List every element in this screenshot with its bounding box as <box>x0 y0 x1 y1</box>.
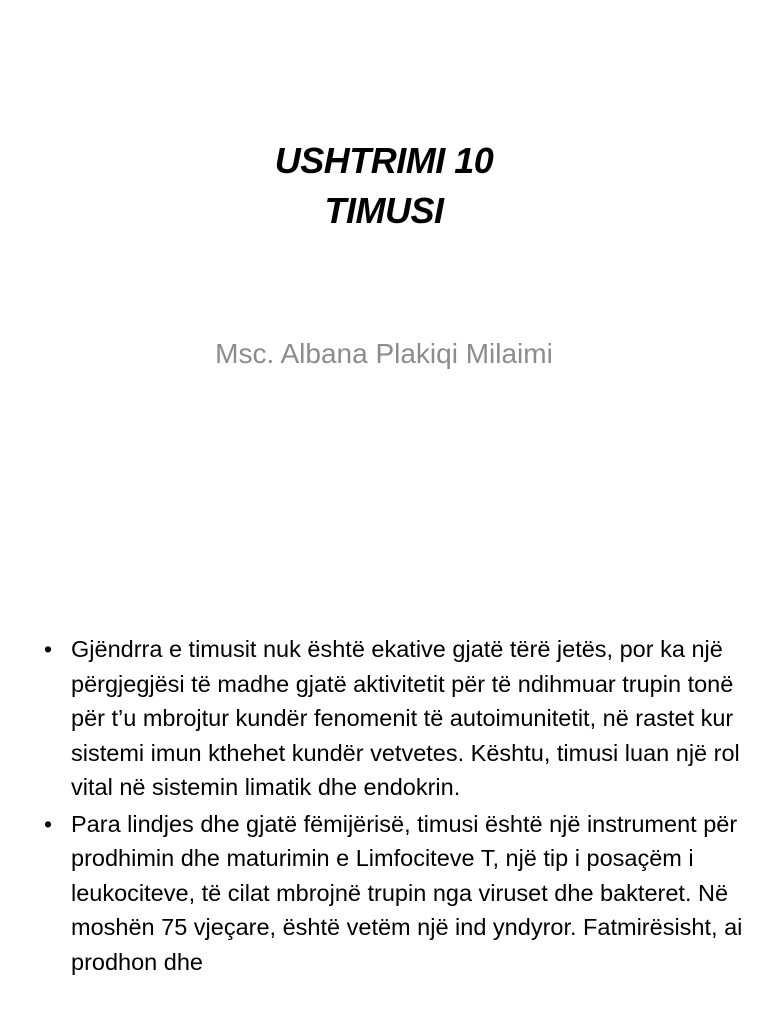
bullet-icon: • <box>44 636 53 662</box>
bullet-text: Para lindjes dhe gjatë fëmijërisë, timusi është një instrument për prodhimin dhe maturimin e Limfociteve T, një tip i posaçëm i leukociteve, të cilat mbrojnë trupin nga viruset dhe bakteret. Në moshën 75 vjeçare, është vetëm një ind yndyror. Fatmirësisht, ai prodhon dhe <box>71 810 743 975</box>
bullet-list <box>44 632 744 981</box>
slide-title <box>0 136 768 236</box>
title-line-2: TIMUSI <box>324 190 444 231</box>
list-item <box>44 632 744 805</box>
list-item <box>44 807 744 980</box>
bullet-icon: • <box>44 810 53 837</box>
bullet-text: Gjëndrra e timusit nuk është ekative gjatë tërë jetës, por ka një përgjegjësi të madhe gjatë aktivitetit për të ndihmuar trupin tonë për t’u mbrojtur kundër fenomenit të autoimunitetit, në rastet kur sistemi imun kthehet kundër vetvetes. Kështu, timusi luan një rol vital në sistemin limatik dhe endokrin. <box>71 636 740 800</box>
slide-subtitle: Msc. Albana Plakiqi Milaimi <box>215 338 553 369</box>
title-line-1: USHTRIMI 10 <box>274 140 494 181</box>
